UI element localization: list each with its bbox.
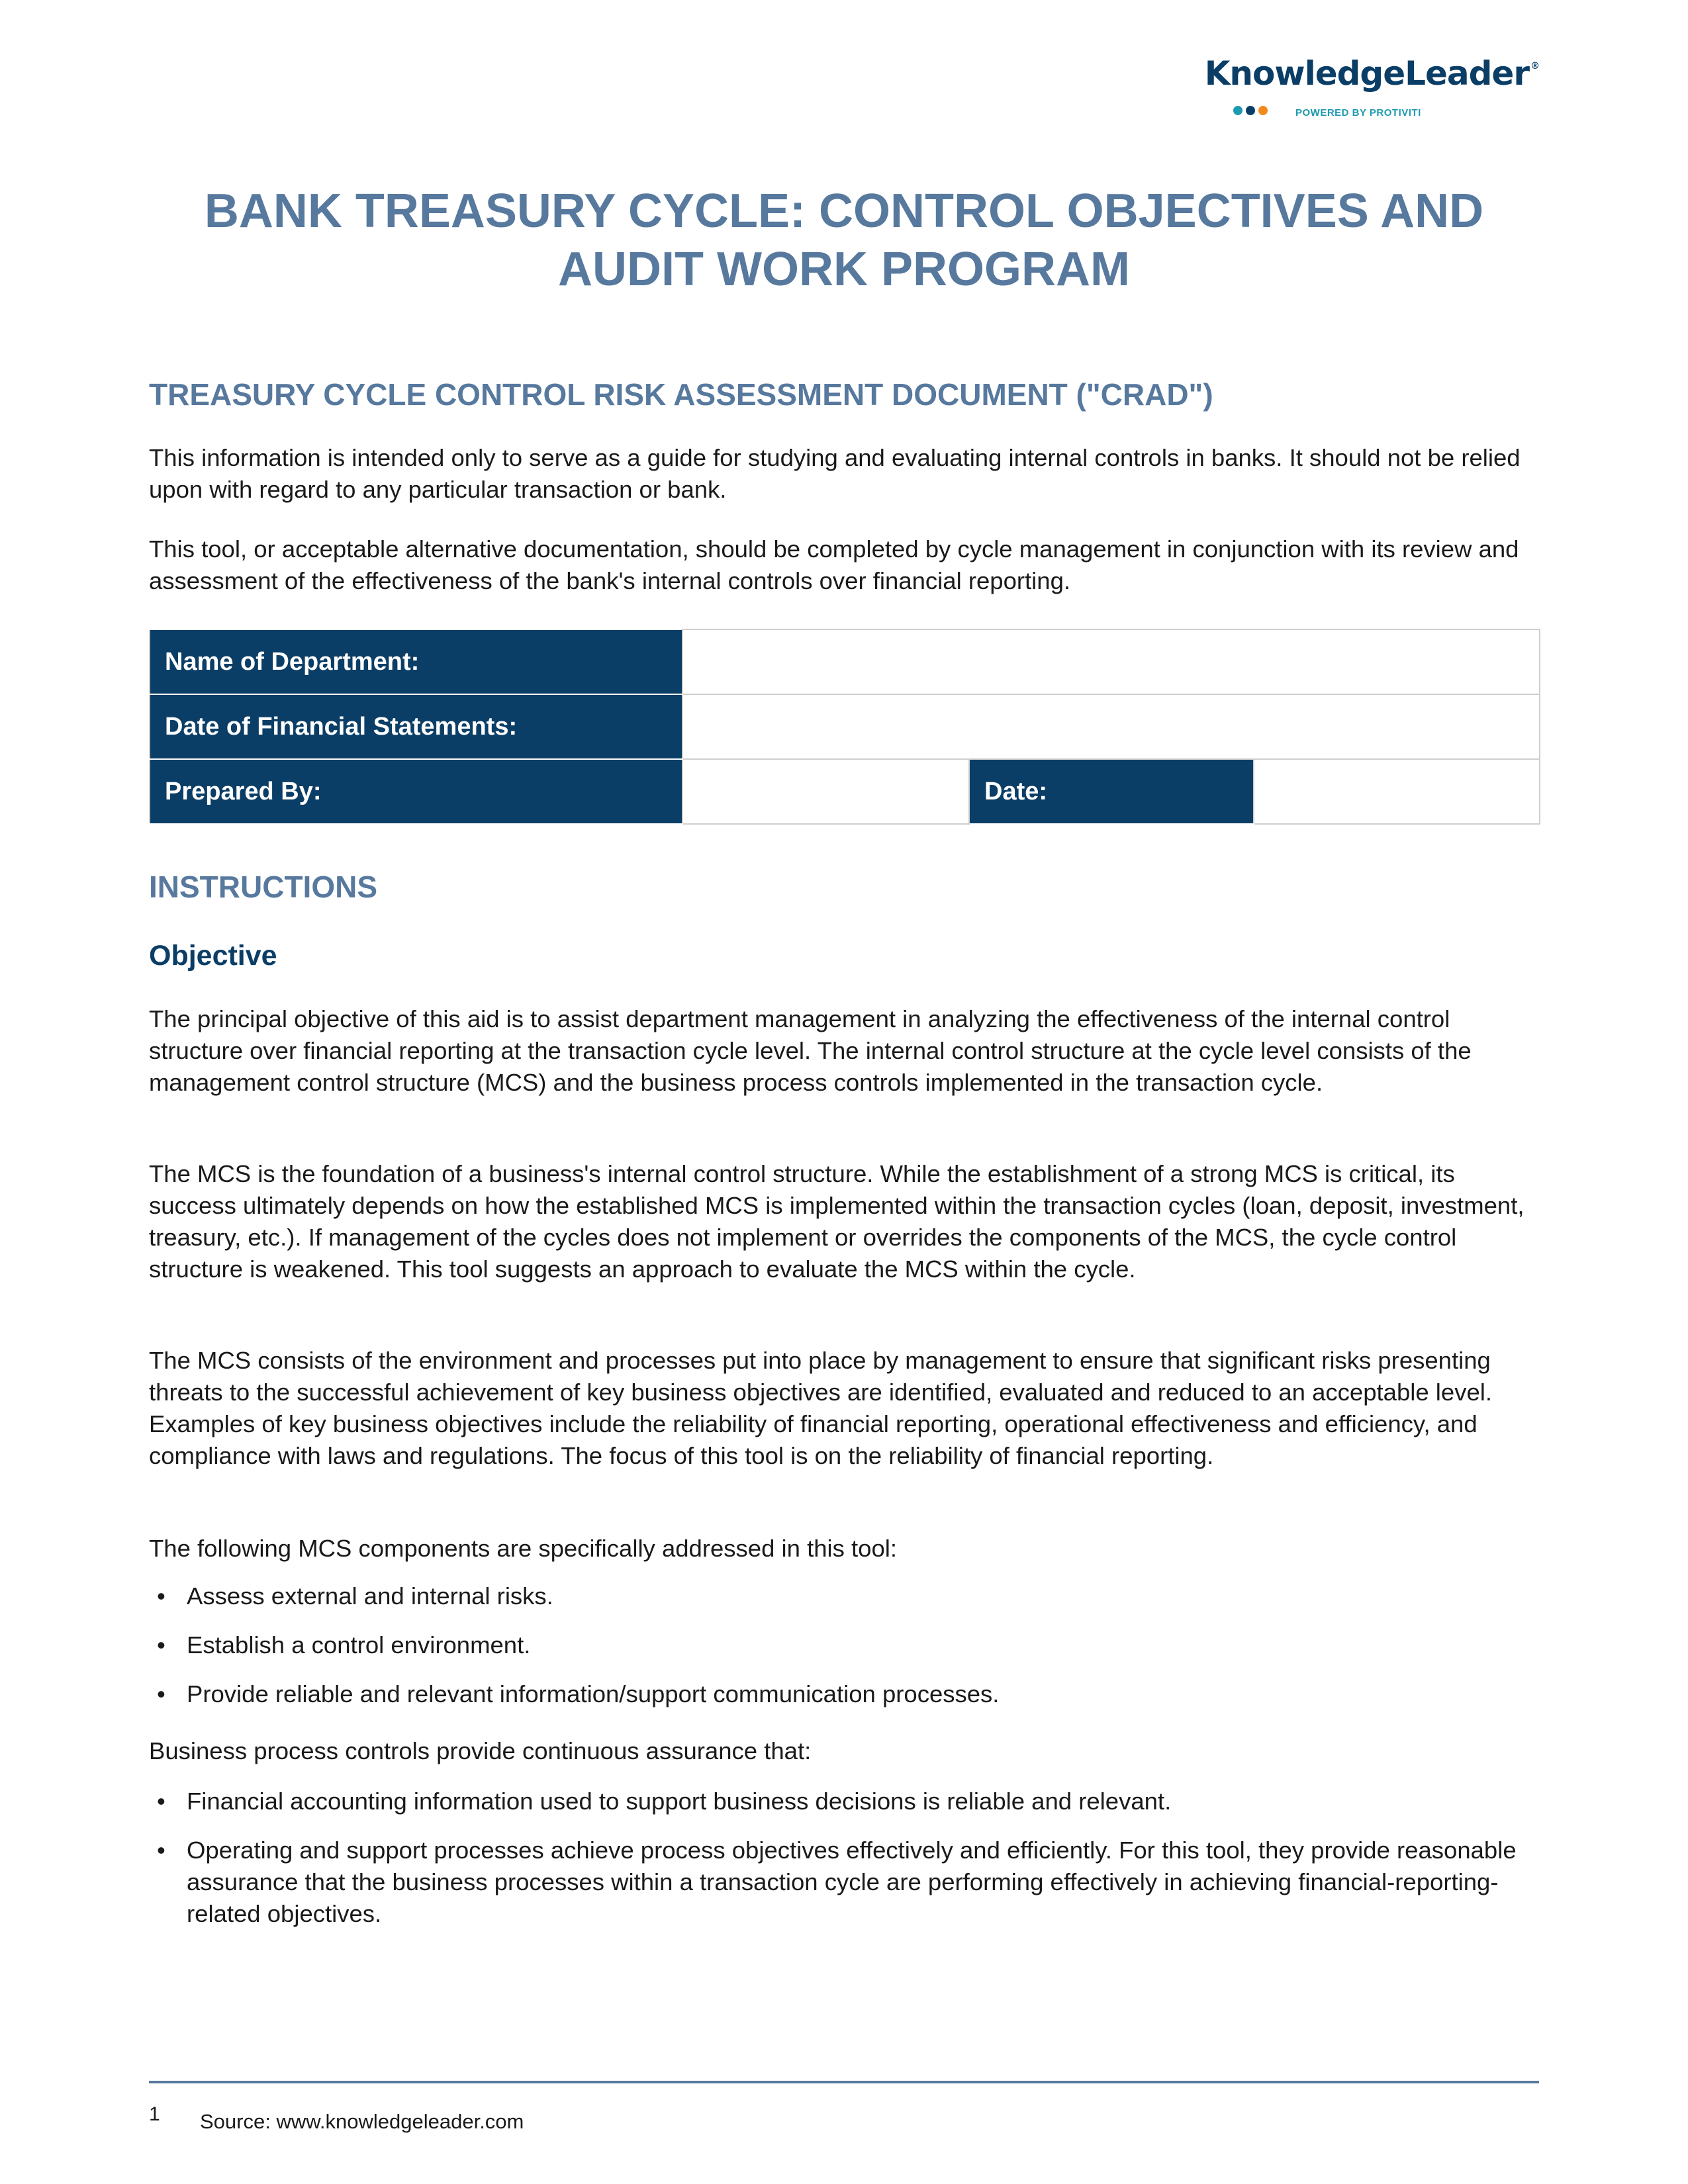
logo-wordmark: KnowledgeLeader ® bbox=[1204, 54, 1539, 93]
footer-divider bbox=[149, 2081, 1539, 2083]
document-title: BANK TREASURY CYCLE: CONTROL OBJECTIVES AND AUDIT WORK PROGRAM bbox=[204, 185, 1484, 296]
objective-paragraph-2: The MCS is the foundation of a business's internal control structure. While the establishment of a strong MCS is critical, its success ultimately depends on how the established MCS is implemented within the transaction cycles (loan, deposit, investment, treasury, etc.). If management of the cycles does not implement or overrides the components of the MCS, the cycle control structure is weakened. This tool suggests an approach to evaluate the MCS within the cycle. bbox=[149, 1160, 1524, 1283]
footer-source: Source: www.knowledgeleader.com bbox=[200, 2110, 524, 2133]
list-item-text: Establish a control environment. bbox=[187, 1631, 531, 1659]
logo-dot-navy bbox=[1246, 106, 1255, 115]
bullet-marker: • bbox=[157, 1680, 165, 1707]
objective-paragraph-1: The principal objective of this aid is to assist department management in analyzing the effectiveness of the internal control structure over financial reporting at the transaction cycle level. The internal control structure at the cycle level consists of the management control structure (MCS) and the business process controls implemented in the transaction cycle. bbox=[149, 1005, 1472, 1096]
form-row-prepared bbox=[150, 759, 1540, 824]
bullet-marker: • bbox=[157, 1631, 165, 1659]
list-item bbox=[149, 1786, 1539, 1817]
instructions-heading: INSTRUCTIONS bbox=[149, 870, 377, 904]
list-item bbox=[149, 1580, 1539, 1612]
bpc-intro: Business process controls provide continuous assurance that: bbox=[149, 1737, 812, 1764]
list-item bbox=[149, 1835, 1539, 1930]
logo-tagline: POWERED BY PROTIVITI bbox=[1295, 107, 1421, 118]
department-field[interactable] bbox=[682, 629, 1540, 694]
list-item bbox=[149, 1678, 1539, 1710]
bullet-marker: • bbox=[157, 1788, 165, 1815]
list-item-text: Provide reliable and relevant information/support communication processes. bbox=[187, 1680, 1000, 1707]
form-row-statements bbox=[150, 694, 1540, 759]
logo-dot-orange bbox=[1258, 106, 1268, 115]
objective-paragraph-4: The following MCS components are specifically addressed in this tool: bbox=[149, 1535, 898, 1562]
crad-form-table bbox=[149, 629, 1540, 825]
objective-paragraph-3: The MCS consists of the environment and processes put into place by management to ensure that significant risks presenting threats to the successful achievement of key business objectives are identified, evaluated and reduced to an acceptable level. Examples of key business objectives include the reliability of financial reporting, operational effectiveness and efficiency, and compliance with laws and regulations. The focus of this tool is on the reliability of financial reporting. bbox=[149, 1347, 1493, 1469]
list-item-text: Financial accounting information used to support business decisions is reliable and relevant. bbox=[187, 1788, 1172, 1815]
list-item bbox=[149, 1629, 1539, 1661]
statements-date-field[interactable] bbox=[682, 694, 1540, 759]
intro-paragraph-2: This tool, or acceptable alternative documentation, should be completed by cycle management in conjunction with its review and assessment of the effectiveness of the bank's internal controls over financial reporting. bbox=[149, 535, 1519, 594]
bullet-marker: • bbox=[157, 1837, 165, 1864]
page-number: 1 bbox=[149, 2103, 160, 2125]
document-page bbox=[149, 0, 1539, 2184]
date-label: Date: bbox=[969, 759, 1254, 824]
knowledgeleader-logo bbox=[1195, 54, 1539, 127]
list-item-text: Assess external and internal risks. bbox=[187, 1582, 553, 1610]
objective-heading: Objective bbox=[149, 940, 277, 972]
intro-paragraph-1: This information is intended only to serve as a guide for studying and evaluating internal controls in banks. It should not be relied upon with regard to any particular transaction or bank. bbox=[149, 444, 1521, 503]
department-label: Name of Department: bbox=[150, 629, 682, 694]
form-row-department bbox=[150, 629, 1540, 694]
crad-heading: TREASURY CYCLE CONTROL RISK ASSESSMENT DOCUMENT ("CRAD") bbox=[149, 377, 1213, 412]
statements-date-label: Date of Financial Statements: bbox=[150, 694, 682, 759]
prepared-by-field[interactable] bbox=[682, 759, 969, 824]
list-item-text: Operating and support processes achieve process objectives effectively and efficiently. For this tool, they provide reasonable assurance that the business processes within a transaction cycle are performing effectively in achieving financial-reporting-related objectives. bbox=[187, 1837, 1517, 1927]
bullet-marker: • bbox=[157, 1582, 165, 1610]
logo-dots bbox=[1233, 106, 1268, 116]
prepared-by-label: Prepared By: bbox=[150, 759, 682, 824]
registered-mark: ® bbox=[1530, 61, 1539, 71]
logo-dot-teal bbox=[1233, 106, 1243, 115]
date-field[interactable] bbox=[1254, 759, 1540, 824]
